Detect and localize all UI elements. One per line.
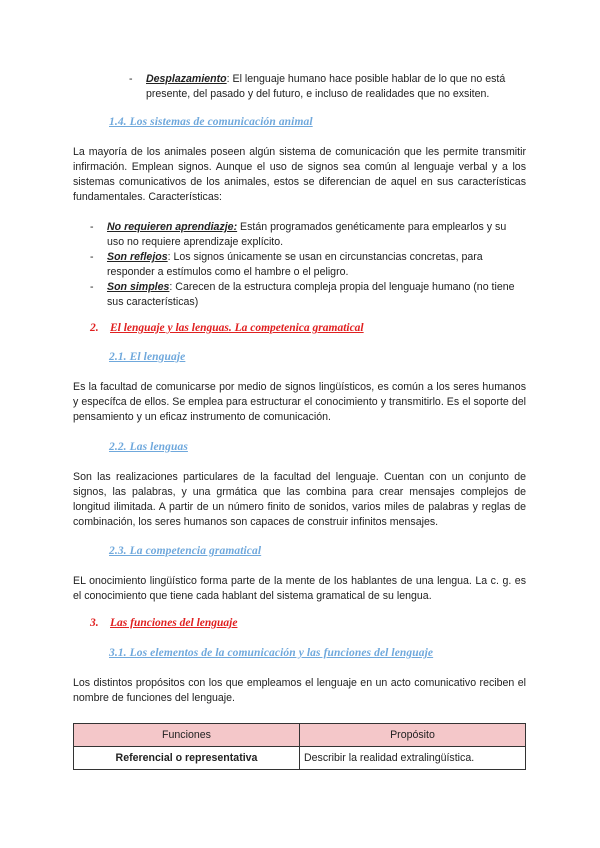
bullet-body: Están programados genéticamente para emplearlos y su uso no requiere aprendizaje explícito. xyxy=(107,221,507,248)
bullet-dash: - xyxy=(129,73,133,85)
table-cell-function: Referencial o representativa xyxy=(74,747,300,770)
bullet-term: Desplazamiento xyxy=(146,73,227,85)
paragraph-1-4: La mayoría de los animales poseen algún sistema de comunicación que les permite transmitir infirmación. Emplean signos. Aunque el uso de signos sea común al lenguaje verbal y a los sistemas comunicativos de los animales, estos se diferencian de aquel en sus características fundamentales. Características: xyxy=(73,146,526,203)
paragraph-2-2: Son las realizaciones particulares de la facultad del lenguaje. Cuentan con un conjunto de signos, las palabras, y una grmática que las combina para crear mensajes complejos de longitud ilimitada. A partir de un número finito de sonidos, varios miles de palabras y reglas de combinación, los seres humanos son capaces de construir infinitos mensajes. xyxy=(73,471,526,528)
section-heading-3-1: 3.1. Los elementos de la comunicación y las funciones del lenguaje xyxy=(109,647,434,659)
section-heading-2-3: 2.3. La competencia gramatical xyxy=(109,545,262,557)
section-heading-2-1: 2.1. El lenguaje xyxy=(109,351,186,363)
table-cell-purpose: Describir la realidad extralingüística. xyxy=(300,747,526,770)
bullet-text xyxy=(107,220,526,250)
paragraph-3-1: Los distintos propósitos con los que empleamos el lenguaje en un acto comunicativo reciben el nombre de funciones del lenguaje. xyxy=(73,677,526,704)
paragraph-2-1: Es la facultad de comunicarse por medio de signos lingüísticos, es común a los seres humanos y específca de ellos. Se emplea para estructurar el conocimiento y transmitirlo. Es el soporte del pensamiento y un eficaz instrumento de comunicación. xyxy=(73,381,526,423)
section-heading-3 xyxy=(90,617,237,629)
bullet-text xyxy=(107,280,526,310)
list-item-desplazamiento xyxy=(129,72,526,102)
bullet-dash: - xyxy=(90,221,94,233)
list-item-3 xyxy=(90,280,526,310)
table-header-row xyxy=(74,724,526,747)
section-title: Las funciones del lenguaje xyxy=(110,617,238,629)
paragraph-2-3: EL onocimiento lingüístico forma parte de la mente de los hablantes de una lengua. La c. g. es el conocimiento que tiene cada hablant del sistema gramatical de su lengua. xyxy=(73,575,526,602)
bullet-line-2: presente, del pasado y del futuro, e incluso de realidades que no exsiten. xyxy=(146,88,490,100)
bullet-body: : Carecen de la estructura compleja propia del lenguaje humano (no tiene sus características) xyxy=(107,281,515,308)
section-heading-1-4: 1.4. Los sistemas de comunicación animal xyxy=(109,116,313,128)
bullet-text xyxy=(146,72,526,87)
bullet-dash: - xyxy=(90,281,94,293)
list-item-2 xyxy=(90,250,526,280)
bullet-term: Son reflejos xyxy=(107,251,168,263)
functions-table xyxy=(73,723,526,770)
bullet-line-1: : El lenguaje humano hace posible hablar de lo que no está xyxy=(226,73,506,85)
table-row xyxy=(74,747,526,770)
list-item-1 xyxy=(90,220,526,250)
bullet-term: No requieren aprendiazje: xyxy=(107,221,238,233)
section-title: El lenguaje y las lenguas. La competenica gramatical xyxy=(110,322,364,334)
bullet-text xyxy=(107,250,526,280)
section-number: 3. xyxy=(90,617,99,629)
table-header-proposito: Propósito xyxy=(300,724,526,747)
bullet-dash: - xyxy=(90,251,94,263)
section-number: 2. xyxy=(90,322,99,334)
section-heading-2-2: 2.2. Las lenguas xyxy=(109,441,188,453)
table-header-funciones: Funciones xyxy=(74,724,300,747)
bullet-body: : Los signos únicamente se usan en circunstancias concretas, para responder a estímulos como el hambre o el peligro. xyxy=(107,251,483,278)
bullet-term: Son simples xyxy=(107,281,170,293)
section-heading-2 xyxy=(90,322,364,334)
